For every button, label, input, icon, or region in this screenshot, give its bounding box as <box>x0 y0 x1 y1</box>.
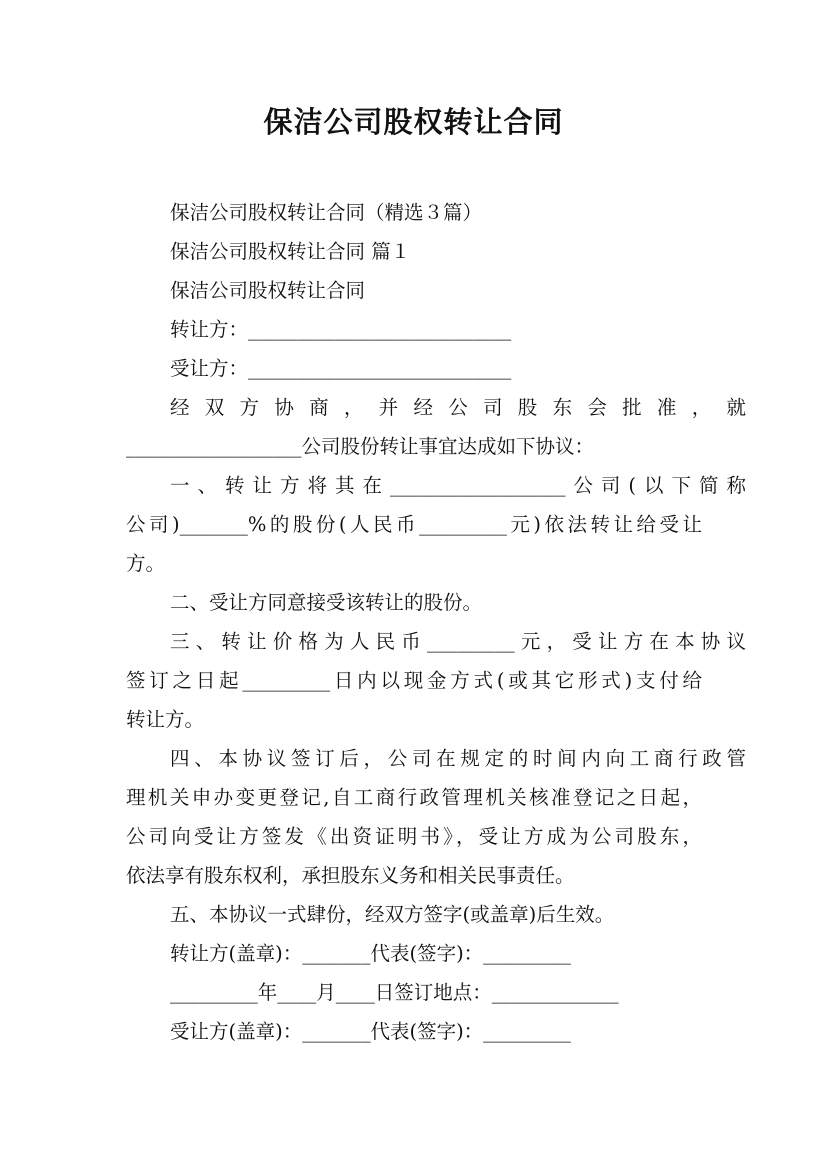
clause-4-line-4: 依法享有股东权利，承担股东义务和相关民事责任。 <box>126 864 575 887</box>
transferor-signature-line: 转让方(盖章)：_______代表(签字)：_________ <box>170 942 571 965</box>
clause-4-line-2: 理机关申办变更登记,自工商行政管理机关核准登记之日起， <box>126 786 702 809</box>
clause-2-line-1: 二、受让方同意接受该转让的股份。 <box>170 591 483 614</box>
contract-name-line: 保洁公司股权转让合同 <box>170 279 366 302</box>
clause-3-line-1: 三、转让价格为人民币_________元，受让方在本协议 <box>170 630 746 653</box>
clause-1-line-3: 方。 <box>126 552 166 575</box>
clause-1-line-1: 一、转让方将其在__________________公司(以下简称 <box>170 474 746 497</box>
clause-3-line-3: 转让方。 <box>126 708 205 731</box>
collection-title-line: 保洁公司股权转让合同（精选３篇） <box>170 201 483 224</box>
preamble-line-1: 经 双 方 协 商 ， 并 经 公 司 股 东 会 批 准 ， 就 <box>170 396 746 419</box>
document-title: 保洁公司股权转让合同 <box>263 105 564 139</box>
clause-5-line-1: 五、本协议一式肆份，经双方签字(或盖章)后生效。 <box>170 903 615 926</box>
preamble-line-2: __________________公司股份转让事宜达成如下协议： <box>126 435 595 458</box>
clause-3-line-2: 签订之日起_________日内以现金方式(或其它形式)支付给 <box>126 669 702 692</box>
transferee-field-line: 受让方：___________________________ <box>170 357 512 380</box>
transferor-field-line: 转让方：___________________________ <box>170 318 512 341</box>
chapter-heading-line: 保洁公司股权转让合同 篇１ <box>170 240 411 263</box>
transferee-signature-line: 受让方(盖章)：_______代表(签字)：_________ <box>170 1020 571 1043</box>
clause-4-line-3: 公司向受让方签发《出资证明书》，受让方成为公司股东， <box>126 825 702 848</box>
clause-4-line-1: 四、本协议签订后，公司在规定的时间内向工商行政管 <box>170 747 746 770</box>
clause-1-line-2: 公司)_______%的股份(人民币_________元)依法转让给受让 <box>126 513 702 536</box>
signing-date-place-line: _________年____月____日签订地点：_____________ <box>170 981 619 1004</box>
